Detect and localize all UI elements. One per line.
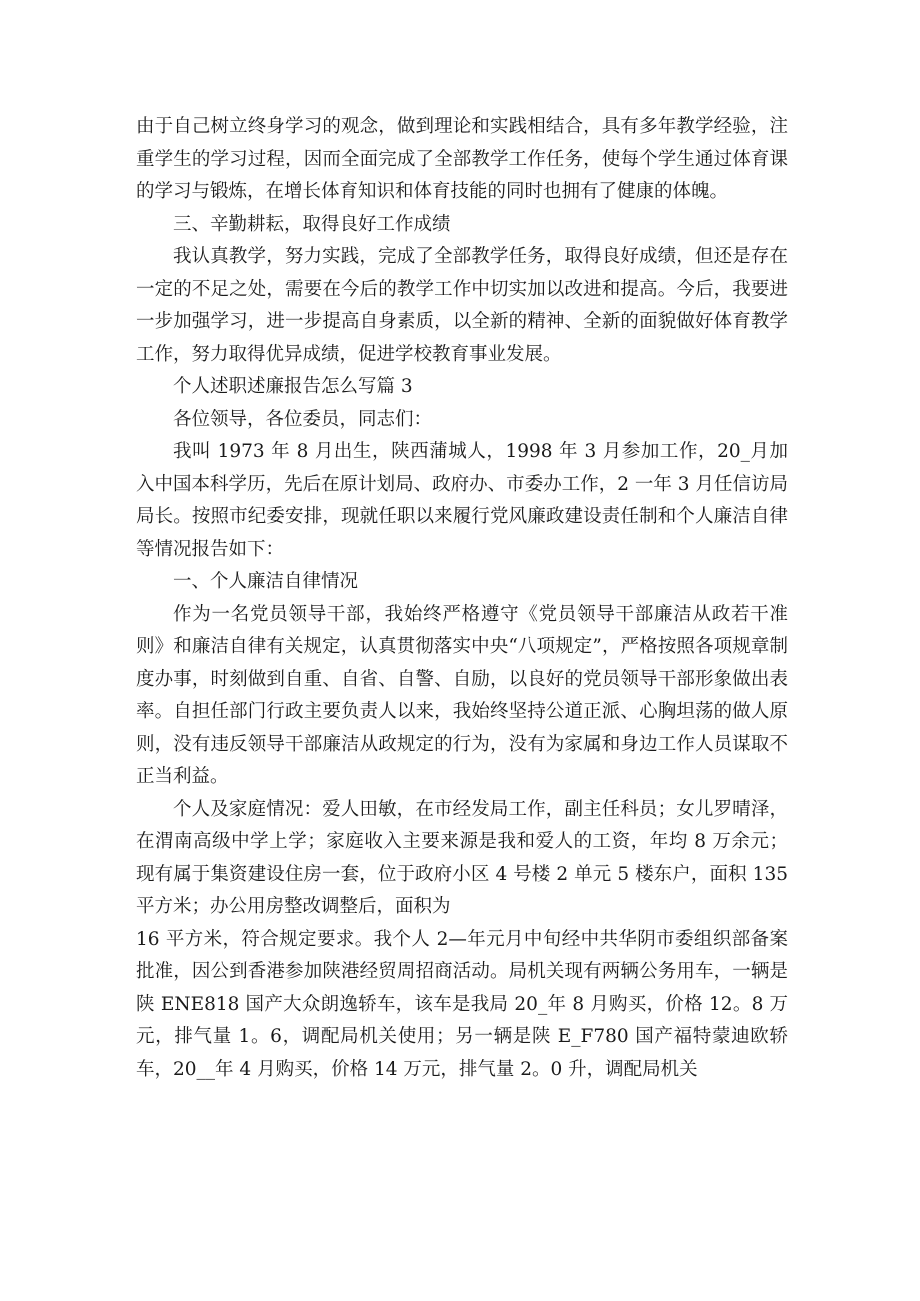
report-title-part-3: 个人述职述廉报告怎么写篇 3 <box>173 376 413 397</box>
paragraph-integrity-statement: 作为一名党员领导干部，我始终严格遵守《党员领导干部廉洁从政若干准则》和廉洁自律有关规定，认真贯彻落实中央“八项规定”，严格按照各项规章制度办事，时刻做到自重、自省、自警、自励，以良好的党员领导干部形象做出表率。自担任部门行政主要负责人以来，我始终坚持公道正派、心胸坦荡的做人原则，没有违反领导干部廉洁从政规定的行为，没有为家属和身边工作人员谋取不正当利益。 <box>136 603 788 787</box>
paragraph-office-and-vehicles: 16 平方米，符合规定要求。我个人 2—年元月中旬经中共华阴市委组织部备案批准，因公到香港参加陕港经贸周招商活动。局机关现有两辆公务用车，一辆是陕 ENE818 国产大众朗逸轿车，该车是我局 20_年 8 月购买，价格 12。8 万元，排气量 1。6，调配局机关使用；另一辆是陕 E_F780 国产福特蒙迪欧轿车，20__年 4 月购买，价格 14 万元，排气量 2。0 升，调配局机关 <box>136 928 788 1080</box>
document-body <box>136 111 794 1086</box>
paragraph-teaching-summary: 由于自己树立终身学习的观念，做到理论和实践相结合，具有多年教学经验，注重学生的学习过程，因而全面完成了全部教学工作任务，使每个学生通过体育课的学习与锻炼，在增长体育知识和体育技能的同时也拥有了健康的体魄。 <box>136 116 788 202</box>
paragraph-family-situation: 个人及家庭情况：爱人田敏，在市经发局工作，副主任科员；女儿罗晴泽，在渭南高级中学上学；家庭收入主要来源是我和爱人的工资，年均 8 万余元；现有属于集资建设住房一套，位于政府小区 4 号楼 2 单元 5 楼东户，面积 135 平方米；办公用房整改调整后，面积为 <box>136 798 794 917</box>
paragraph-personal-background: 我叫 1973 年 8 月出生，陕西蒲城人，1998 年 3 月参加工作，20_月加入中国本科学历，先后在原计划局、政府办、市委办工作，2 一年 3 月任信访局局长。按照市纪委安排，现就任职以来履行党风廉政建设责任制和个人廉洁自律等情况报告如下： <box>136 441 788 560</box>
section-heading-integrity: 一、个人廉洁自律情况 <box>173 571 359 592</box>
salutation: 各位领导，各位委员，同志们： <box>173 408 433 430</box>
paragraph-achievements: 我认真教学，努力实践，完成了全部教学任务，取得良好成绩，但还是存在一定的不足之处，需要在今后的教学工作中切实加以改进和提高。今后，我要进一步加强学习，进一步提高自身素质，以全新的精神、全新的面貌做好体育教学工作，努力取得优异成绩，促进学校教育事业发展。 <box>136 246 788 365</box>
section-heading-achievements: 三、辛勤耕耘，取得良好工作成绩 <box>173 213 451 235</box>
